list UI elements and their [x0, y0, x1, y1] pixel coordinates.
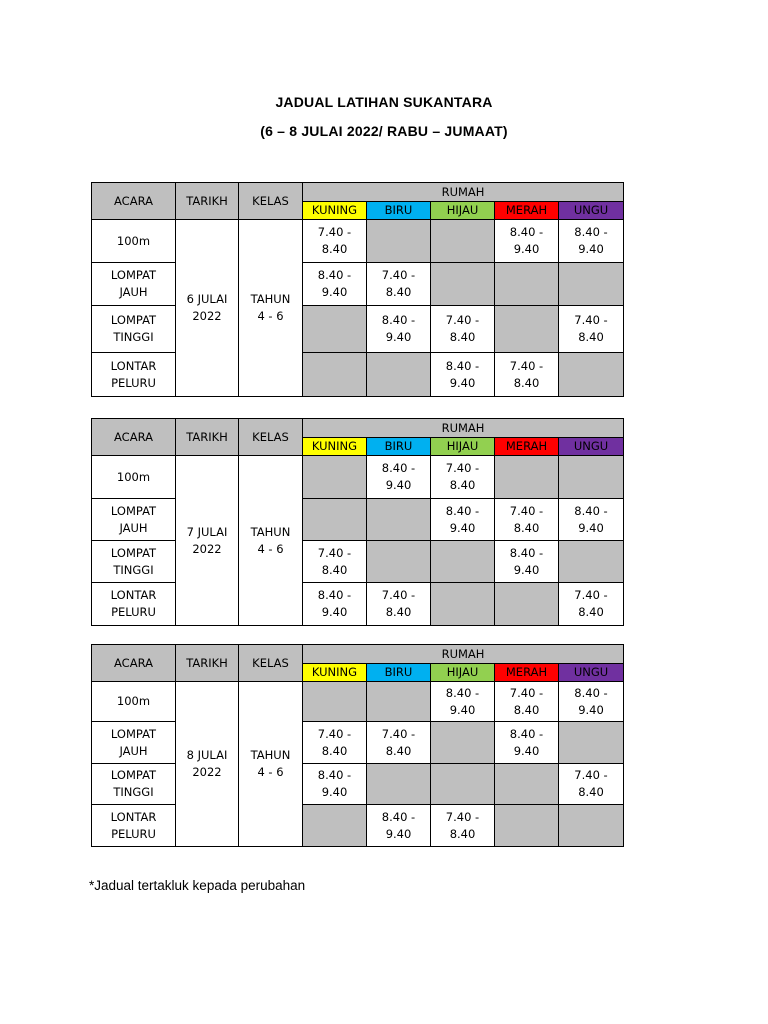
text-line: 9.40 — [578, 520, 604, 535]
text-line: 9.40 — [385, 478, 412, 492]
acara-header: ACARA — [92, 419, 176, 456]
schedule-table-day-3 — [91, 644, 624, 847]
text-line: 7.40 - — [574, 768, 608, 782]
text-line: 8 JULAI — [186, 748, 228, 762]
house-hijau: HIJAU — [431, 438, 495, 456]
text-line: 8.40 - — [509, 726, 544, 741]
text-line: 8.40 - — [381, 461, 416, 475]
text-line: 9.40 — [513, 743, 540, 758]
table-row — [92, 764, 624, 805]
empty-slot — [559, 353, 624, 397]
house-biru: BIRU — [367, 664, 431, 682]
text-line: 7.40 - — [445, 461, 480, 475]
date-cell — [176, 220, 239, 397]
time-slot — [303, 263, 367, 306]
text-line: 8.40 — [321, 242, 348, 256]
text-line: 8.40 — [513, 520, 540, 535]
time-slot — [431, 682, 495, 722]
table-row — [92, 541, 624, 583]
text-line: TINGGI — [113, 562, 154, 577]
time-slot — [559, 764, 624, 805]
text-line: 8.40 — [321, 562, 348, 577]
time-slot — [559, 682, 624, 722]
text-line: 8.40 - — [317, 268, 352, 282]
text-line: 8.40 — [513, 375, 540, 390]
time-slot — [559, 306, 624, 353]
time-slot — [495, 682, 559, 722]
text-line: 2022 — [192, 765, 222, 779]
text-line: 8.40 - — [574, 685, 608, 700]
text-line: TAHUN — [250, 524, 291, 539]
time-slot — [495, 722, 559, 764]
empty-slot — [559, 805, 624, 847]
kelas-header: KELAS — [239, 419, 303, 456]
text-line: 8.40 — [385, 605, 412, 619]
text-line: LONTAR — [110, 588, 157, 602]
text-line: LOMPAT — [110, 313, 157, 327]
text-line: 8.40 - — [445, 685, 480, 700]
rumah-header: RUMAH — [303, 645, 624, 664]
time-slot — [367, 306, 431, 353]
text-line: 8.40 — [578, 330, 604, 344]
text-line: 7.40 - — [317, 545, 352, 560]
text-line: 2022 — [192, 309, 222, 323]
time-slot — [559, 499, 624, 541]
event-name — [92, 541, 176, 583]
text-line: LONTAR — [110, 809, 157, 824]
table-row — [92, 456, 624, 499]
house-ungu: UNGU — [559, 438, 624, 456]
text-line: LOMPAT — [110, 768, 157, 782]
text-line: 8.40 - — [509, 545, 544, 560]
empty-slot — [303, 805, 367, 847]
time-slot — [559, 583, 624, 626]
text-line: 9.40 — [449, 520, 476, 535]
text-line: LOMPAT — [110, 503, 157, 518]
event-name — [92, 764, 176, 805]
text-line: TAHUN — [250, 292, 291, 306]
text-line: 7.40 - — [317, 726, 352, 741]
acara-header: ACARA — [92, 645, 176, 682]
kelas-header: KELAS — [239, 645, 303, 682]
tarikh-header: TARIKH — [176, 183, 239, 220]
text-line: LOMPAT — [110, 268, 157, 282]
empty-slot — [495, 263, 559, 306]
text-line: PELURU — [111, 605, 156, 619]
empty-slot — [303, 353, 367, 397]
text-line: 2022 — [192, 541, 222, 556]
text-line: 8.40 - — [381, 809, 416, 824]
rumah-header: RUMAH — [303, 183, 624, 202]
time-slot — [431, 353, 495, 397]
house-biru: BIRU — [367, 438, 431, 456]
text-line: 9.40 — [385, 330, 412, 344]
time-slot — [495, 541, 559, 583]
text-line: 8.40 — [385, 285, 412, 299]
text-line: 9.40 — [578, 702, 604, 717]
empty-slot — [559, 456, 624, 499]
text-line: JAUH — [119, 743, 148, 758]
date-cell — [176, 456, 239, 626]
empty-slot — [431, 220, 495, 263]
house-hijau: HIJAU — [431, 664, 495, 682]
table-row — [92, 583, 624, 626]
footnote: *Jadual tertakluk kepada perubahan — [89, 878, 306, 893]
event-name — [92, 220, 176, 263]
tarikh-header: TARIKH — [176, 419, 239, 456]
time-slot — [431, 306, 495, 353]
time-slot — [495, 220, 559, 263]
text-line: TINGGI — [113, 330, 154, 344]
empty-slot — [367, 353, 431, 397]
empty-slot — [495, 583, 559, 626]
house-biru: BIRU — [367, 202, 431, 220]
house-ungu: UNGU — [559, 664, 624, 682]
text-line: 8.40 - — [574, 225, 608, 239]
time-slot — [367, 722, 431, 764]
event-name — [92, 499, 176, 541]
text-line: JAUH — [119, 285, 148, 299]
text-line: 100m — [116, 469, 151, 484]
text-line: 8.40 — [321, 743, 348, 758]
text-line: 8.40 - — [317, 768, 352, 782]
class-cell — [239, 682, 303, 847]
empty-slot — [431, 764, 495, 805]
table-row — [92, 682, 624, 722]
text-line: 7 JULAI — [186, 524, 228, 539]
text-line: 8.40 — [449, 330, 476, 344]
text-line: 100m — [116, 233, 151, 248]
text-line: 7.40 - — [445, 809, 480, 824]
date-cell — [176, 682, 239, 847]
empty-slot — [367, 541, 431, 583]
text-line: 8.40 — [385, 743, 412, 758]
text-line: 8.40 - — [445, 503, 480, 518]
text-line: 7.40 - — [574, 313, 608, 327]
empty-slot — [495, 805, 559, 847]
empty-slot — [431, 722, 495, 764]
text-line: 8.40 — [449, 478, 476, 492]
empty-slot — [431, 541, 495, 583]
text-line: TAHUN — [250, 748, 291, 762]
empty-slot — [559, 263, 624, 306]
time-slot — [559, 220, 624, 263]
table-row — [92, 499, 624, 541]
text-line: 8.40 — [449, 826, 476, 841]
kelas-header: KELAS — [239, 183, 303, 220]
time-slot — [367, 805, 431, 847]
text-line: 7.40 - — [381, 268, 416, 282]
time-slot — [303, 541, 367, 583]
house-hijau: HIJAU — [431, 202, 495, 220]
text-line: 8.40 - — [574, 503, 608, 518]
text-line: 8.40 - — [381, 313, 416, 327]
text-line: 100m — [116, 694, 151, 708]
table-row — [92, 306, 624, 353]
house-kuning: KUNING — [303, 664, 367, 682]
event-name — [92, 353, 176, 397]
text-line: LOMPAT — [110, 545, 157, 560]
empty-slot — [495, 456, 559, 499]
text-line: 7.40 - — [509, 685, 544, 700]
acara-header: ACARA — [92, 183, 176, 220]
text-line: 4 - 6 — [257, 765, 284, 779]
page-subtitle: (6 – 8 JULAI 2022/ RABU – JUMAAT) — [260, 123, 508, 139]
house-kuning: KUNING — [303, 202, 367, 220]
text-line: 9.40 — [578, 242, 604, 256]
empty-slot — [303, 499, 367, 541]
empty-slot — [367, 682, 431, 722]
empty-slot — [431, 583, 495, 626]
time-slot — [431, 499, 495, 541]
table-row — [92, 353, 624, 397]
time-slot — [495, 499, 559, 541]
time-slot — [303, 722, 367, 764]
text-line: 8.40 — [513, 702, 540, 717]
class-cell — [239, 220, 303, 397]
event-name — [92, 456, 176, 499]
text-line: 9.40 — [513, 242, 540, 256]
table-row — [92, 220, 624, 263]
house-merah: MERAH — [495, 664, 559, 682]
text-line: LONTAR — [110, 358, 157, 373]
event-name — [92, 805, 176, 847]
schedule-table-day-2 — [91, 418, 624, 626]
time-slot — [367, 263, 431, 306]
table-row — [92, 263, 624, 306]
time-slot — [367, 456, 431, 499]
text-line: 8.40 - — [445, 358, 480, 373]
time-slot — [303, 583, 367, 626]
text-line: 9.40 — [449, 702, 476, 717]
empty-slot — [367, 220, 431, 263]
empty-slot — [303, 306, 367, 353]
text-line: PELURU — [111, 375, 156, 390]
time-slot — [495, 353, 559, 397]
rumah-header: RUMAH — [303, 419, 624, 438]
empty-slot — [559, 722, 624, 764]
empty-slot — [303, 682, 367, 722]
page-title: JADUAL LATIHAN SUKANTARA — [275, 94, 493, 110]
text-line: LOMPAT — [110, 726, 157, 741]
event-name — [92, 682, 176, 722]
text-line: 8.40 - — [509, 225, 544, 239]
empty-slot — [495, 306, 559, 353]
text-line: PELURU — [111, 826, 156, 841]
text-line: 7.40 - — [317, 225, 352, 239]
text-line: 9.40 — [385, 826, 412, 841]
event-name — [92, 583, 176, 626]
text-line: 9.40 — [513, 562, 540, 577]
time-slot — [431, 456, 495, 499]
text-line: 7.40 - — [445, 313, 480, 327]
text-line: TINGGI — [113, 785, 154, 799]
table-row — [92, 722, 624, 764]
text-line: 9.40 — [321, 285, 348, 299]
event-name — [92, 722, 176, 764]
time-slot — [303, 764, 367, 805]
text-line: 8.40 — [578, 785, 604, 799]
text-line: 7.40 - — [381, 588, 416, 602]
text-line: 7.40 - — [574, 588, 608, 602]
empty-slot — [367, 764, 431, 805]
text-line: 4 - 6 — [257, 541, 284, 556]
time-slot — [303, 220, 367, 263]
house-merah: MERAH — [495, 438, 559, 456]
text-line: 9.40 — [321, 605, 348, 619]
text-line: 7.40 - — [509, 358, 544, 373]
class-cell — [239, 456, 303, 626]
time-slot — [367, 583, 431, 626]
text-line: 8.40 - — [317, 588, 352, 602]
empty-slot — [303, 456, 367, 499]
house-merah: MERAH — [495, 202, 559, 220]
empty-slot — [431, 263, 495, 306]
text-line: 9.40 — [321, 785, 348, 799]
text-line: 7.40 - — [381, 726, 416, 741]
empty-slot — [559, 541, 624, 583]
empty-slot — [495, 764, 559, 805]
house-ungu: UNGU — [559, 202, 624, 220]
text-line: JAUH — [119, 520, 148, 535]
text-line: 6 JULAI — [186, 292, 228, 306]
event-name — [92, 306, 176, 353]
time-slot — [431, 805, 495, 847]
text-line: 4 - 6 — [257, 309, 284, 323]
event-name — [92, 263, 176, 306]
empty-slot — [367, 499, 431, 541]
schedule-table-day-1 — [91, 182, 624, 397]
tarikh-header: TARIKH — [176, 645, 239, 682]
text-line: 9.40 — [449, 375, 476, 390]
text-line: 8.40 — [578, 605, 604, 619]
house-kuning: KUNING — [303, 438, 367, 456]
table-row — [92, 805, 624, 847]
text-line: 7.40 - — [509, 503, 544, 518]
